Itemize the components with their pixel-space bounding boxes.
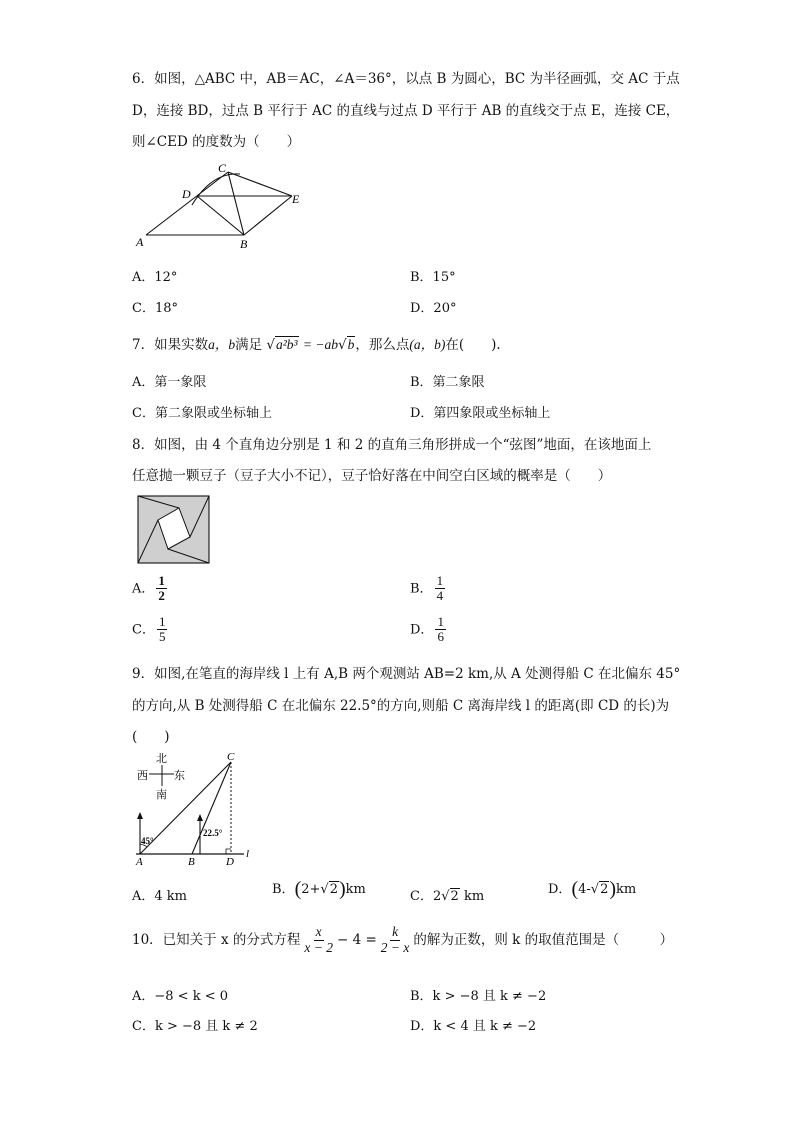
q8-text-line1: 8．如图，由 4 个直角边分别是 1 和 2 的直角三角形拼成一个“弦图”地面，在该地面上 — [132, 437, 652, 453]
q9-option-c-radicand: 2 — [450, 889, 459, 904]
q7-text — [132, 333, 501, 353]
q7-rhs-root: √b — [338, 337, 355, 353]
q7-vars: a，b — [208, 337, 236, 352]
q6-option-c[interactable]: C．18° — [132, 301, 178, 316]
q9-label-d: D — [226, 856, 234, 866]
q10-fraction-2 — [379, 925, 412, 956]
q7-mid: 满足 — [235, 337, 263, 353]
q8-option-c-den: 5 — [158, 629, 166, 645]
q7-end: 在( ). — [445, 337, 501, 353]
q8-option-d-label: D． — [410, 622, 434, 638]
q8-option-b-label: B． — [410, 581, 433, 597]
q6-text-line2: D，连接 BD，过点 B 平行于 AC 的直线与过点 D 平行于 AB 的直线交于点 E，连接 CE， — [132, 103, 680, 119]
q9-compass-south: 南 — [156, 789, 167, 801]
q6-text-line1: 6．如图，△ABC 中，AB＝AC，∠A＝36°，以点 B 为圆心，BC 为半径画弧，交 AC 于点 — [132, 71, 680, 87]
q8-option-b-fraction — [435, 574, 446, 604]
q7-lhs-radicand: a²b³ — [276, 337, 298, 352]
q9-right-angle-mark — [226, 849, 231, 854]
q8-option-c-label: C． — [132, 622, 155, 638]
q10-fraction-1 — [302, 925, 335, 956]
q8-option-d-fraction — [435, 615, 446, 645]
q9-option-d-close-paren: ) — [609, 878, 617, 900]
q9-line-bc — [192, 762, 231, 854]
q6-segment-ce — [228, 172, 292, 196]
q10-mid: − 4 = — [336, 931, 377, 948]
q6-text-line3: 则∠CED 的度数为（ ） — [132, 134, 301, 150]
q6-label-b: B — [240, 237, 248, 251]
q8-option-d-num: 1 — [437, 614, 444, 629]
q10-fraction-1-den: x − 2 — [304, 939, 333, 955]
q9-angle-label-b: 22.5° — [203, 828, 223, 838]
q10-option-b[interactable]: B．k > −8 且 k ≠ −2 — [410, 989, 547, 1004]
q9-option-c-label: C．2 — [410, 889, 442, 904]
q7-suffix: ，那么点 — [355, 337, 410, 353]
q9-option-d-unit: km — [616, 882, 637, 897]
q8-option-a-num: 1 — [158, 573, 165, 588]
q9-option-c[interactable]: C．2√2 km — [410, 889, 485, 904]
q6-label-c: C — [218, 161, 227, 175]
q9-option-b-label: B． — [272, 882, 295, 897]
q6-figure — [132, 160, 312, 252]
q9-option-b-unit: km — [345, 882, 366, 897]
q7-point: (a，b) — [409, 337, 446, 352]
q8-option-a-den: 2 — [158, 588, 165, 604]
q7-option-a[interactable]: A．第一象限 — [132, 375, 207, 390]
q10-option-a[interactable]: A．−8 < k < 0 — [132, 989, 229, 1004]
q10-option-d[interactable]: D．k < 4 且 k ≠ −2 — [410, 1019, 537, 1034]
q9-option-b-inner: 2+ — [301, 882, 321, 897]
q7-rhs-prefix: = −ab — [302, 337, 339, 352]
q9-text-line3: ( ) — [132, 729, 170, 745]
q8-option-d[interactable] — [410, 615, 448, 645]
q8-option-a-fraction — [156, 574, 167, 604]
q9-option-a[interactable]: A．4 km — [132, 889, 187, 904]
q9-option-b-close-paren: ) — [338, 878, 346, 900]
q9-compass-north: 北 — [156, 753, 167, 765]
q7-lhs: √a²b³ — [266, 337, 298, 353]
q6-segment-be — [244, 196, 292, 235]
q9-label-c: C — [227, 751, 235, 763]
q7-prefix: 7．如果实数 — [132, 337, 209, 353]
q7-option-c[interactable]: C．第二象限或坐标轴上 — [132, 406, 272, 421]
q9-option-d-open-paren: ( — [571, 878, 579, 900]
q8-option-c-fraction — [157, 615, 168, 645]
q10-text — [132, 925, 673, 956]
q7-option-d[interactable]: D．第四象限或坐标轴上 — [410, 406, 551, 421]
q10-fraction-1-num: x — [315, 924, 322, 939]
q9-compass-east: 东 — [174, 770, 185, 782]
q10-prefix: 10．已知关于 x 的分式方程 — [132, 931, 301, 948]
q9-option-b-radicand: 2 — [329, 882, 338, 897]
q7-rhs-radicand: b — [347, 337, 355, 352]
q10-fraction-2-den: 2 − x — [380, 939, 410, 955]
q10-option-c[interactable]: C．k > −8 且 k ≠ 2 — [132, 1019, 258, 1034]
q9-line-ac — [140, 762, 231, 854]
q6-segment-bd — [197, 196, 244, 235]
q8-option-c[interactable] — [132, 615, 169, 645]
q8-option-c-num: 1 — [158, 614, 166, 629]
q6-label-e: E — [292, 192, 300, 206]
q6-option-b[interactable]: B．15° — [410, 270, 456, 285]
q8-option-b[interactable] — [410, 574, 447, 604]
q9-option-d[interactable]: D．(4-√2)km — [548, 878, 637, 900]
q9-label-b: B — [188, 856, 195, 866]
q6-side-bc — [228, 172, 244, 235]
q8-option-a-label: A． — [132, 581, 155, 597]
q9-option-d-inner: 4- — [578, 882, 591, 897]
q9-option-b[interactable]: B．(2+√2)km — [272, 878, 366, 900]
q9-option-c-unit: km — [463, 889, 485, 904]
q8-option-d-den: 6 — [437, 629, 444, 645]
q8-text-line2: 任意抛一颗豆子（豆子大小不记），豆子恰好落在中间空白区域的概率是（ ） — [132, 468, 612, 484]
q9-option-d-radicand: 2 — [600, 882, 609, 897]
q6-label-d: D — [182, 187, 191, 201]
q7-option-b[interactable]: B．第二象限 — [410, 375, 485, 390]
q8-figure-xian-tu — [137, 495, 211, 565]
q9-north-arrowhead-b — [197, 814, 203, 821]
q6-option-d[interactable]: D．20° — [410, 301, 457, 316]
q8-option-b-den: 4 — [436, 588, 444, 604]
q9-label-a: A — [136, 856, 143, 866]
q9-text-line2: 的方向,从 B 处测得船 C 在北偏东 22.5°的方向,则船 C 离海岸线 l 的距离(即 CD 的长)为 — [132, 698, 670, 714]
q9-option-d-label: D． — [548, 882, 572, 897]
q8-option-b-num: 1 — [436, 573, 444, 588]
q9-figure — [132, 748, 262, 866]
q9-text-line1: 9．如图,在笔直的海岸线 l 上有 A,B 两个观测站 AB=2 km,从 A 处测得船 C 在北偏东 45° — [132, 666, 681, 682]
q9-label-l: l — [246, 848, 250, 860]
q10-fraction-2-num: k — [392, 924, 399, 939]
q8-option-a[interactable] — [132, 574, 169, 604]
q6-side-ac — [146, 172, 228, 235]
q9-angle-label-a: 45° — [141, 836, 154, 846]
q9-option-b-open-paren: ( — [294, 878, 302, 900]
q9-compass-west: 西 — [137, 770, 148, 782]
q6-option-a[interactable]: A．12° — [132, 270, 178, 285]
q9-north-arrowhead-a — [137, 812, 143, 819]
q6-label-a: A — [136, 235, 144, 249]
q10-suffix: 的解为正数，则 k 的取值范围是（ ） — [413, 931, 674, 948]
